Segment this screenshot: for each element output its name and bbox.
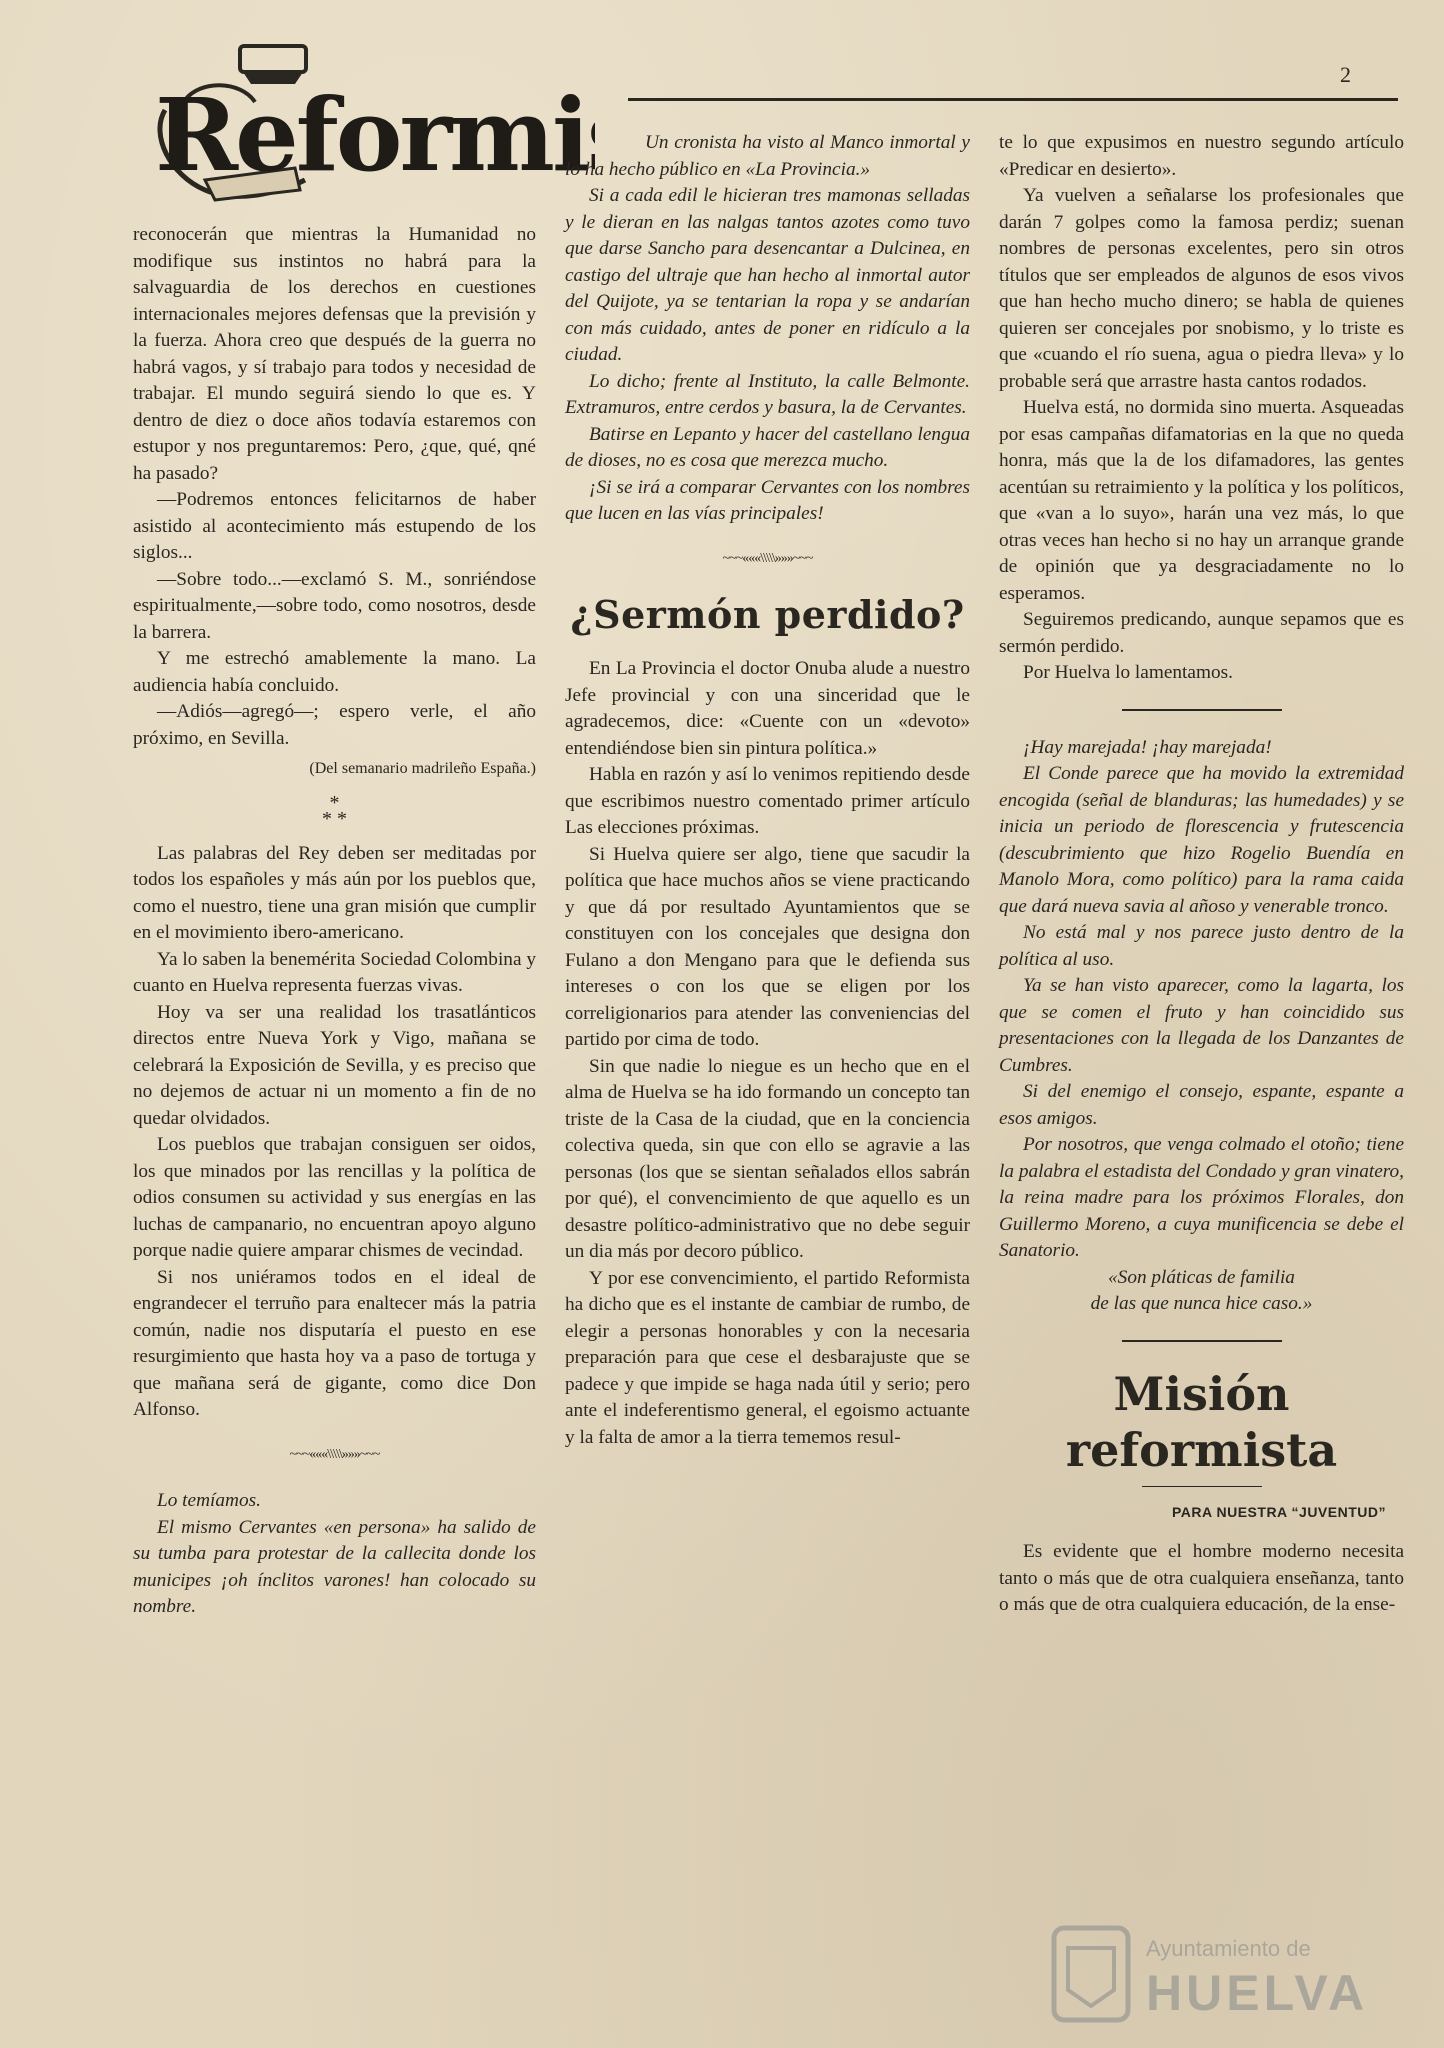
paragraph: Ya lo saben la benemérita Sociedad Colombina y cuanto en Huelva representa fuerzas vivas. [133, 948, 536, 996]
paragraph: Si Huelva quiere ser algo, tiene que sacudir la política que hace muchos años se viene practicando y que dá por resultado Ayuntamientos que se constituyen con los concejales que designa don Fulano a don Mengano para que le defienda sus intereses o con los que se eligen por los correligionarios para atender las conveniencias del partido por cima de todo. [565, 843, 970, 1050]
header-rule [628, 98, 1398, 101]
divider-rule [1122, 709, 1282, 711]
divider-rule [1142, 1486, 1262, 1487]
paragraph: Hoy va ser una realidad los trasatlánticos directos entre Nueva York y Vigo, mañana se celebrará la Exposición de Sevilla, y es preciso que no dejemos de actuar ni un momento a fin de no quedar olvidados. [133, 1001, 536, 1129]
source-credit: (Del semanario madrileño España.) [309, 760, 536, 777]
masthead-logo [145, 40, 595, 210]
paragraph: El Conde parece que ha movido la extremidad encogida (señal de blanduras; las humedades) y se inicia un periodo de florescencia y frutescencia (descubrimiento que hizo Rogelio Buendía en Manolo Mora, como político) para la rama caida que dará nueva savia al añoso y venerable tronco. [999, 763, 1404, 917]
paragraph: Por Huelva lo lamentamos. [1023, 662, 1233, 683]
divider-rule [1122, 1340, 1282, 1342]
paragraph: Habla en razón y así lo venimos repitiendo desde que escribimos nuestro comentado primer artículo Las elecciones próximas. [565, 764, 970, 838]
watermark-line2: HUELVA [1146, 1965, 1369, 2021]
paragraph: No está mal y nos parece justo dentro de la política al uso. [999, 922, 1404, 970]
paragraph: Ya se han visto aparecer, como la lagarta, los que se comen el fruto y han coincidido sus presentaciones con la llegada de los Danzantes de Cumbres. [999, 975, 1404, 1076]
section-separator: * * * [322, 791, 347, 830]
archive-watermark [1048, 1918, 1388, 2028]
verse-line: «Son pláticas de familia [1108, 1266, 1295, 1288]
paragraph: Batirse en Lepanto y hacer del castellano lengua de dioses, no es cosa que merezca mucho. [565, 423, 970, 471]
paragraph: Y por ese convencimiento, el partido Reformista ha dicho que es el instante de cambiar de rumbo, de elegir a personas honorables y con la necesaria preparación para que cese el desbarajuste que se padece y que impide se haga nada útil y serio; pero ante el indeferentismo general, el egoismo actuante y la falta de amor a la tierra tememos resul- [565, 1267, 970, 1448]
paragraph: Si del enemigo el consejo, espante, espante a esos amigos. [999, 1081, 1404, 1129]
watermark-line1: Ayuntamiento de [1146, 1936, 1311, 1961]
city-seal-icon [1054, 1928, 1128, 2020]
paragraph: Ya vuelven a señalarse los profesionales que darán 7 golpes como la famosa perdiz; suenan nombres de personas excelentes, pero sin otros títulos que ser empleados de algunos de esos vivos que han hecho mucho dinero; se habla de quienes quieren ser concejales por snobismo, y lo triste es que «cuando el río suena, agua o piedra lleva» y lo probable será que arrastre hasta cantos rodados. [999, 185, 1404, 392]
paragraph: —Sobre todo...—exclamó S. M., sonriéndose espiritualmente,—sobre todo, como nosotros, desde la barrera. [133, 568, 536, 643]
column-middle [565, 130, 970, 1451]
paragraph: Si a cada edil le hicieran tres mamonas selladas y le dieran en las nalgas tantos azotes como tuvo que darse Sancho para desencantar a Dulcinea, en castigo del ultraje que han hecho al inmortal autor del Quijote, ya se tentarian la ropa y se andarían con más cuidado, antes de poner en ridículo a la ciudad. [565, 185, 970, 365]
paragraph: reconocerán que mientras la Humanidad no modifique sus instintos no habrá para la salvaguardia de los derechos en cuestiones internacionales mejores defensas que la previsión y la fuerza. Ahora creo que después de la guerra no habrá vagos, y sí trabajo para todos y necesidad de trabajar. El mundo seguirá siendo lo que es. Y dentro de diez o doce años todavía estaremos con estupor y nos preguntaremos: Pero, ¿que, qué, qné ha pasado? [133, 224, 536, 484]
paragraph: te lo que expusimos en nuestro segundo artículo «Predicar en desierto». [999, 132, 1404, 180]
paragraph: Si nos uniéramos todos en el ideal de engrandecer el terruño para enaltecer más la patria común, nadie nos disputaría el puesto en ese resurgimiento que hasta hoy va a paso de tortuga y que mañana será de gigante, como dice Don Alfonso. [133, 1266, 536, 1420]
verse-line: de las que nunca hice caso.» [1090, 1293, 1313, 1314]
paragraph: ¡Hay marejada! ¡hay marejada! [1023, 736, 1272, 758]
paragraph: Un cronista ha visto al Manco inmortal y lo ha hecho público en «La Provincia.» [565, 132, 970, 180]
paragraph: Por nosotros, que venga colmado el otoño; tiene la palabra el estadista del Condado y gran vinatero, la reina madre para los próximos Florales, don Guillermo Moreno, a cuya munificencia se debe el Sanatorio. [999, 1134, 1404, 1261]
paragraph: Es evidente que el hombre moderno necesita tanto o más que de otra cualquiera enseñanza, tanto o más que de otra cualquiera educación, de la ense- [999, 1541, 1404, 1615]
paragraph: En La Provincia el doctor Onuba alude a nuestro Jefe provincial y con una sinceridad que le agradecemos, dice: «Cuente con un «devoto» entendiéndose bien sin pintura política.» [565, 658, 970, 759]
paragraph: Huelva está, no dormida sino muerta. Asqueadas por esas campañas difamatorias en la que no queda honra, más que la de los difamadores, las gentes acentúan su retraimiento y la política y los políticos, que «van a lo suyo», harán una vez más, lo que otras veces han hecho si no hay un arranque grande de opinión que ya desgraciadamente no lo esperamos. [999, 397, 1404, 604]
paragraph: Lo dicho; frente al Instituto, la calle Belmonte. Extramuros, entre cerdos y basura, la de Cervantes. [565, 370, 970, 418]
paragraph: —Adiós—agregó—; espero verle, el año próximo, en Sevilla. [133, 701, 536, 749]
subheadline: PARA NUESTRA “JUVENTUD” [1172, 1503, 1386, 1520]
ornament-divider: ~~~«««\\\\\»»»~~~ [722, 550, 813, 566]
paragraph: El mismo Cervantes «en persona» ha salido de su tumba para protestar de la callecita donde los municipes ¡oh ínclitos varones! han colocado su nombre. [133, 1516, 536, 1617]
ornament-divider: ~~~«««\\\\\»»»~~~ [289, 1446, 380, 1462]
page-number: 2 [1340, 62, 1351, 87]
paragraph: Seguiremos predicando, aunque sepamos que es sermón perdido. [999, 609, 1404, 657]
masthead-emblem-icon [145, 40, 595, 210]
paragraph: Y me estrechó amablemente la mano. La audiencia había concluido. [133, 648, 536, 696]
headline-mision: Misión reformista [1065, 1366, 1338, 1477]
paragraph: —Podremos entonces felicitarnos de haber asistido al acontecimiento más estupendo de los siglos... [133, 489, 536, 563]
paragraph: Las palabras del Rey deben ser meditadas por todos los españoles y más aún por los pueblos que, como el nuestro, tiene una gran misión que cumplir en el movimiento ibero-americano. [133, 842, 536, 943]
paragraph: Sin que nadie lo niegue es un hecho que en el alma de Huelva se ha ido formando un concepto tan triste de la Casa de la ciudad, que en la conciencia colectiva queda, sin que con ello se agravie a las personas (los que se sientan señalados ellos sabrán por qué), el convencimiento de que aquello es un desastre político-administrativo que no debe seguir un dia más por decoro público. [565, 1055, 970, 1262]
masthead-title: Reformi [155, 76, 587, 194]
column-right [999, 130, 1404, 1619]
column-left [133, 222, 536, 1621]
paragraph: Los pueblos que trabajan consiguen ser oidos, los que minados por las rencillas y la política de odios consumen su actividad y sus energías en las luchas de campanario, no encuentran apoyo alguno porque nadie quiere amparar chismes de vecindad. [133, 1134, 536, 1261]
headline-sermon: ¿Sermón perdido? [570, 592, 965, 637]
paragraph: Lo temíamos. [157, 1490, 261, 1511]
paragraph: ¡Si se irá a comparar Cervantes con los nombres que lucen en las vías principales! [565, 476, 970, 524]
